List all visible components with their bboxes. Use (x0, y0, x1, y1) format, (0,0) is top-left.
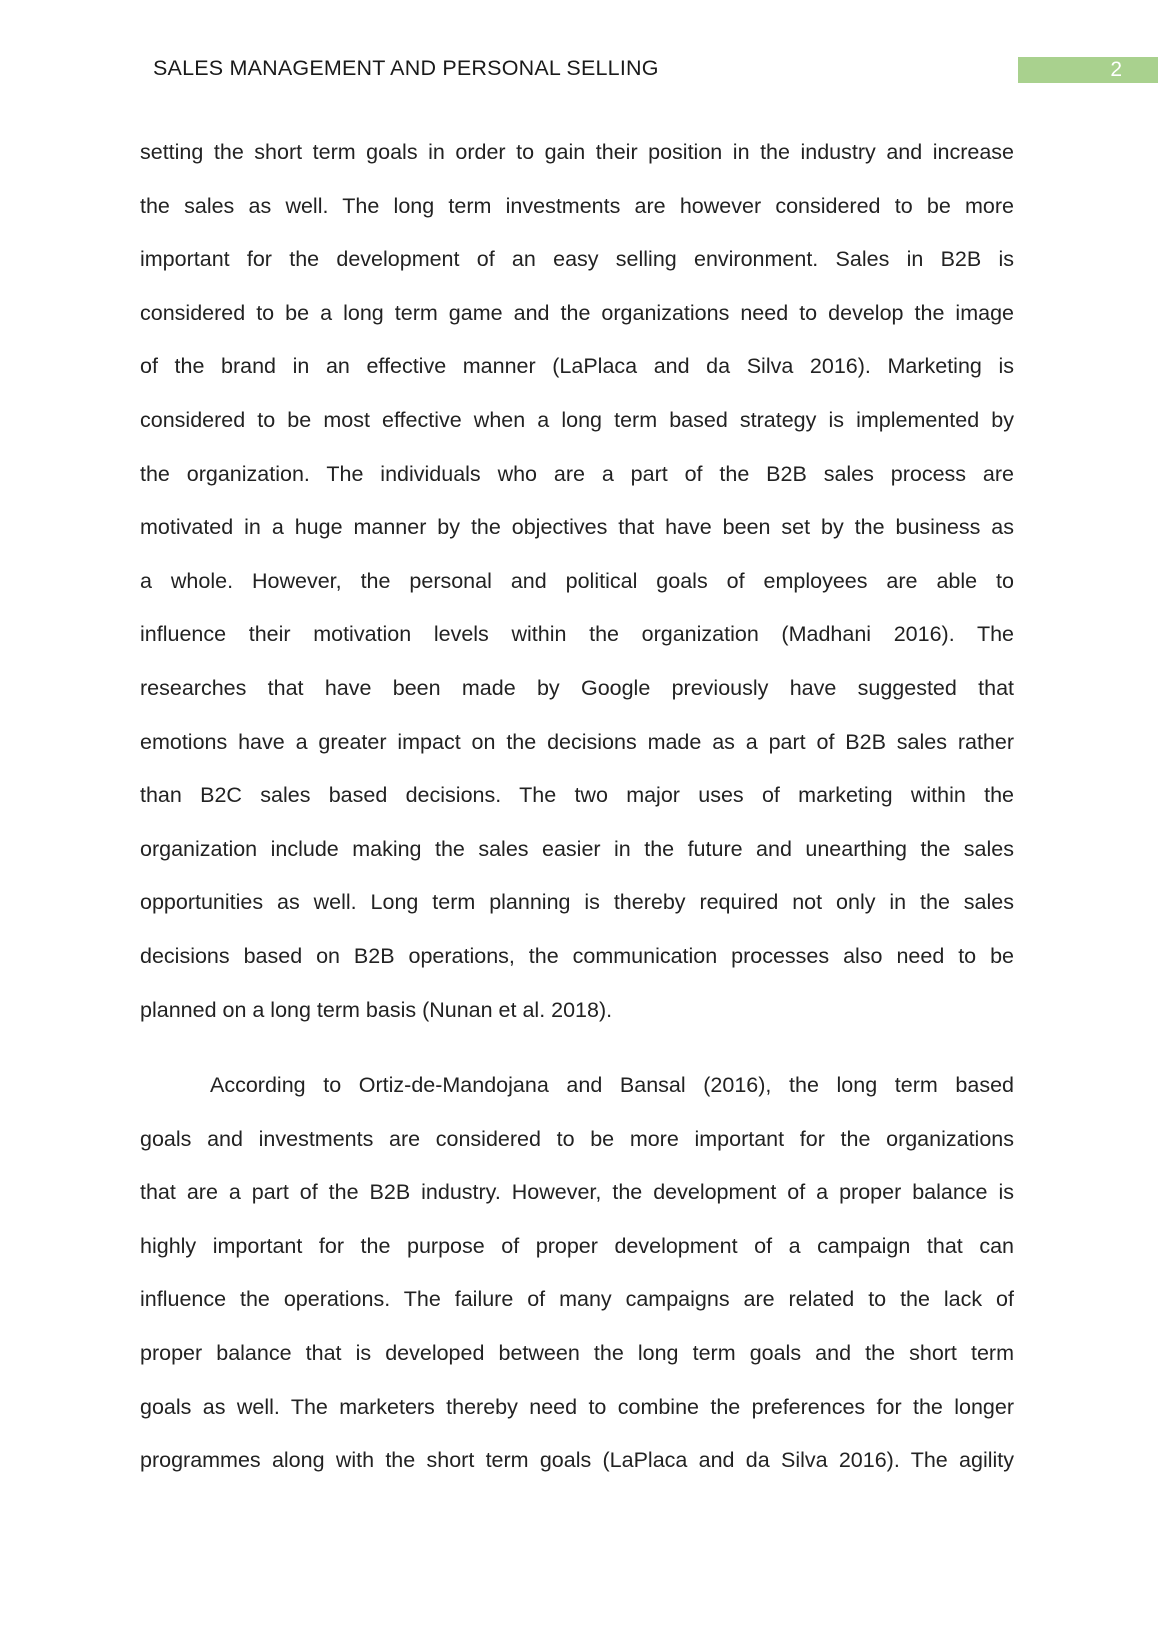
text-line: highly important for the purpose of proper development of a campaign that can (140, 1233, 1014, 1258)
text-line: researches that have been made by Google previously have suggested that (140, 675, 1014, 700)
text-line: motivated in a huge manner by the objectives that have been set by the business as (140, 515, 1014, 540)
text-line: considered to be a long term game and the organizations need to develop the image (140, 300, 1014, 325)
text-line: a whole. However, the personal and political goals of employees are able to (140, 568, 1014, 593)
page-number: 2 (1110, 58, 1122, 81)
text-line: influence the operations. The failure of many campaigns are related to the lack of (140, 1287, 1014, 1312)
text-line: programmes along with the short term goals (LaPlaca and da Silva 2016). The agility (140, 1448, 1014, 1473)
page-number-box (1018, 57, 1158, 83)
text-line: the sales as well. The long term investments are however considered to be more (140, 193, 1014, 218)
text-line: influence their motivation levels within the organization (Madhani 2016). The (140, 622, 1014, 647)
text-line: decisions based on B2B operations, the communication processes also need to be (140, 943, 1014, 968)
text-line: setting the short term goals in order to gain their position in the industry and increase (140, 140, 1014, 164)
text-line: According to Ortiz-de-Mandojana and Bansal (2016), the long term based (210, 1073, 1014, 1097)
text-line: considered to be most effective when a long term based strategy is implemented by (140, 407, 1014, 432)
text-line: the organization. The individuals who are a part of the B2B sales process are (140, 461, 1014, 486)
text-line: goals and investments are considered to be more important for the organizations (140, 1126, 1014, 1151)
text-line: than B2C sales based decisions. The two major uses of marketing within the (140, 783, 1014, 808)
text-line: organization include making the sales easier in the future and unearthing the sales (140, 836, 1014, 861)
text-line: planned on a long term basis (Nunan et al. 2018). (140, 997, 613, 1022)
text-line: proper balance that is developed between the long term goals and the short term (140, 1340, 1014, 1365)
paragraph-1 (140, 126, 1014, 1037)
text-line: opportunities as well. Long term planning is thereby required not only in the sales (140, 890, 1014, 915)
text-line: important for the development of an easy selling environment. Sales in B2B is (140, 247, 1014, 272)
text-line: goals as well. The marketers thereby need to combine the preferences for the longer (140, 1394, 1014, 1419)
text-line: of the brand in an effective manner (LaPlaca and da Silva 2016). Marketing is (140, 354, 1014, 379)
paragraph-2 (140, 1059, 1014, 1488)
text-line: emotions have a greater impact on the decisions made as a part of B2B sales rather (140, 729, 1014, 754)
text-line: that are a part of the B2B industry. However, the development of a proper balance is (140, 1180, 1014, 1205)
header-title: SALES MANAGEMENT AND PERSONAL SELLING (153, 56, 659, 80)
